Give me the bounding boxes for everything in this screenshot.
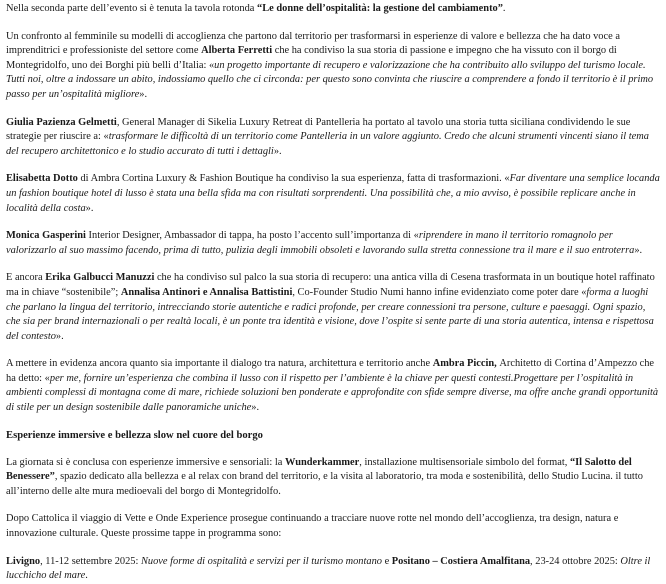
- text: ».: [55, 330, 64, 342]
- speaker-name: Alberta Ferretti: [201, 45, 273, 57]
- text: A mettere in evidenza ancora quanto sia importante il dialogo tra natura, architettura e territorio anche: [6, 358, 433, 370]
- paragraph-gelmetti: [6, 116, 660, 160]
- stop-location: Positano – Costiera Amalfitana: [391, 555, 531, 567]
- quote: forma a luoghi che parlano la lingua del territorio, intrecciando storie autentiche e radici profonde, per creare connessioni tra persone, culture e paesaggi. Ogni spazio, che sia per brand internazionali o per realtà locali, è un ponte tra identità e visione, dove l’ospite si sente parte di una storia autentica, intensa e rispettosa del contesto: [6, 286, 654, 342]
- text: ».: [634, 244, 643, 256]
- paragraph-experiences: [6, 456, 660, 500]
- quote: trasformare le difficoltà di un territorio come Pantelleria in un valore aggiunto. Credo che alcuni strumenti vincenti siano il tema del recupero architettonico e lo studio accurato di tutti i dettagli: [6, 131, 649, 157]
- stop-location: Livigno: [6, 555, 41, 567]
- text: , spazio dedicato alla bellezza e al relax con brand del territorio, e la visita al laboratorio, tra moda e sostenibilità, dello Studio Lucina. il tutto all’interno delle alte mura medioevali del borgo di Montegridolfo.: [6, 471, 643, 497]
- text: .: [502, 3, 506, 14]
- text: , General Manager di Sikelia Luxury Retreat di Pantelleria ha portato al tavolo una storia tutta siciliana condividendo le sue strategie per riuscire a: «: [6, 116, 631, 143]
- quote: Far diventare una semplice locanda un fashion boutique hotel di lusso è stata una bella sfida ma con risultati sorprendenti. Una possibilità che, a mio avviso, è possibile replicare anche in località della costa: [6, 173, 660, 214]
- quote: un progetto importante di recupero e valorizzazione che ha contribuito allo sviluppo del turismo locale. Tutti noi, oltre a indossare un abito, indossiamo quello che ci circonda: per questo sono convinta che riuscire a comprendere a fondo il territorio è il primo passo per un’ospitalità migliore: [6, 59, 654, 100]
- paragraph-piccin: [6, 357, 660, 415]
- text: Nella seconda parte dell’evento si è tenuta la tavola rotonda: [6, 3, 258, 14]
- speaker-name: Monica Gasperini: [6, 230, 86, 242]
- text: ».: [85, 202, 94, 214]
- quote: per me, fornire un’esperienza che combina il lusso con il rispetto per l’ambiente è la chiave per questi contesti.Progettare per l’ospitalità in ambienti complessi di montagna come di mare, richiede soluzioni ben ponderate e approfondite con sfide sempre diverse, ma offre anche grandi opportunità di stile per un design sostenibile dalle panoramiche uniche: [6, 372, 659, 414]
- quote: riprendere in mano il territorio romagnolo per valorizzarlo al suo massimo facendo, prima di tutto, pulizia degli immobili obsoleti e lavorando sulla stretta connessione tra il mare e il suo entroterra: [6, 230, 635, 256]
- paragraph-ferretti: [6, 30, 660, 103]
- text: , installazione multisensoriale simbolo del format,: [359, 456, 570, 468]
- paragraph-gasperini: [6, 229, 660, 258]
- speaker-name: Erika Galbucci Manuzzi: [45, 272, 155, 284]
- speaker-name: Giulia Pazienza Gelmetti: [6, 116, 117, 128]
- space-name: “Il Salotto del Benessere”: [6, 456, 632, 483]
- stop-theme: Nuove forme di ospitalità e servizi per il turismo montano: [140, 555, 382, 567]
- text: ».: [273, 145, 282, 157]
- text: La giornata si è conclusa con esperienze immersive e sensoriali: la: [6, 456, 285, 468]
- text: Architetto di Cortina d’Ampezzo che ha detto: «: [6, 358, 655, 384]
- section-heading: Esperienze immersive e bellezza slow nel cuore del borgo: [6, 429, 263, 441]
- stop-theme: Oltre il lucchicho del mare: [6, 555, 651, 582]
- text: Un confronto al femminile su modelli di accoglienza che partono dal territorio per trasformarsi in esperienze di valore e bellezza che ha dato voce a imprenditrici e professioniste del settore come: [6, 30, 620, 57]
- speaker-name: Annalisa Antinori e Annalisa Battistini: [120, 286, 293, 298]
- text: Dopo Cattolica il viaggio di Vette e Onde Experience prosegue continuando a tracciare nuove rotte nel mondo dell’accoglienza, tra design, natura e innovazione culturale. Queste prossime tappe in programma sono:: [6, 513, 619, 540]
- text: e: [381, 555, 392, 567]
- text: ».: [139, 88, 148, 100]
- speaker-name: Elisabetta Dotto: [6, 173, 78, 185]
- paragraph-roundtable-intro: [6, 2, 660, 17]
- paragraph-manuzzi-numi: [6, 271, 660, 344]
- text: di Ambra Cortina Luxury & Fashion Boutique ha condiviso la sua esperienza, fatta di trasformazioni. «: [77, 173, 510, 185]
- text: che ha condiviso sul palco la sua storia di recupero: una antica villa di Cesena trasformata in un boutique hotel raffinato ma in chiave “sostenibile”;: [6, 272, 655, 298]
- paragraph-next-stops-intro: [6, 512, 660, 541]
- text: Interior Designer, Ambassador di tappa, ha posto l’accento sull’importanza di «: [85, 230, 419, 242]
- paragraph-dotto: [6, 172, 660, 216]
- roundtable-title: “Le donne dell’ospitalità: la gestione del cambiamento”: [257, 3, 503, 14]
- stop-dates: , 11-12 settembre 2025:: [40, 555, 141, 567]
- text: .: [85, 570, 88, 582]
- text: ».: [251, 402, 260, 414]
- speaker-name: Ambra Piccin,: [432, 358, 500, 370]
- text: , Co-Founder Studio Numi hanno infine evidenziato come poter dare «: [292, 286, 587, 298]
- text: E ancora: [6, 272, 46, 284]
- installation-name: Wunderkammer: [285, 456, 360, 468]
- stop-dates: , 23-24 ottobre 2025:: [530, 555, 621, 567]
- text: che ha condiviso la sua storia di passione e impegno che ha vissuto con il borgo di Montegridolfo, uno dei Borghi più belli d’Italia: «: [6, 45, 617, 71]
- paragraph-next-stops: [6, 555, 660, 584]
